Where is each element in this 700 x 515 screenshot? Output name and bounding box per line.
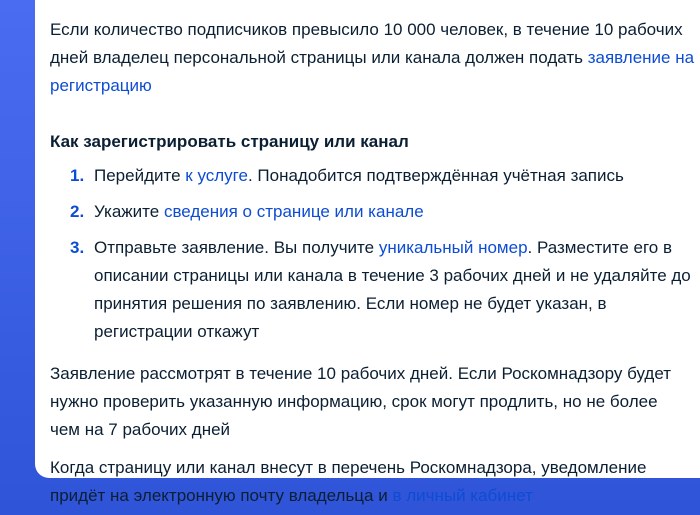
review-paragraph: Заявление рассмотрят в течение 10 рабочих дней. Если Роскомнадзору будет нужно проверить указанную информацию, срок могут продлить, но не более чем на 7 рабочих дней	[50, 364, 672, 439]
list-item	[50, 234, 700, 346]
step-text	[94, 198, 694, 226]
step-text-after: . Разместите его в описании страницы или канала в течение 3 рабочих дней и не удаляйте до принятия решения по заявлению. Если номер не будет указан, в регистрации откажут	[94, 238, 691, 341]
section-heading: Как зарегистрировать страницу или канал	[50, 132, 409, 151]
step-text	[94, 234, 694, 346]
intro-paragraph	[50, 16, 700, 100]
step-text-before: Перейдите	[94, 166, 186, 185]
page-info-link[interactable]: сведения о странице или канале	[163, 202, 424, 221]
step-number: 1.	[70, 166, 85, 185]
step-text-after: . Понадобится подтверждённая учётная запись	[247, 166, 624, 185]
content-card	[35, 0, 700, 505]
step-text-before: Отправьте заявление. Вы получите	[94, 238, 379, 257]
step-text	[94, 162, 694, 190]
notify-text: Когда страницу или канал внесут в перечень Роскомнадзора, уведомление придёт на электронную почту владельца и	[50, 458, 647, 505]
step-text-before: Укажите	[94, 202, 164, 221]
step-number: 3.	[70, 238, 85, 257]
intro-text: Если количество подписчиков превысило 10 000 человек, в течение 10 рабочих дней владелец персональной страницы или канала должен подать	[50, 20, 683, 67]
service-link[interactable]: к услуге	[185, 166, 248, 185]
list-item	[50, 162, 700, 190]
steps-list	[50, 162, 700, 346]
step-number: 2.	[70, 202, 85, 221]
unique-number-link[interactable]: уникальный номер	[378, 238, 528, 257]
notify-paragraph	[50, 454, 690, 510]
list-item	[50, 198, 700, 226]
registration-application-link[interactable]: заявление на регистрацию	[50, 48, 695, 95]
personal-account-link[interactable]: в личный кабинет	[392, 486, 533, 505]
